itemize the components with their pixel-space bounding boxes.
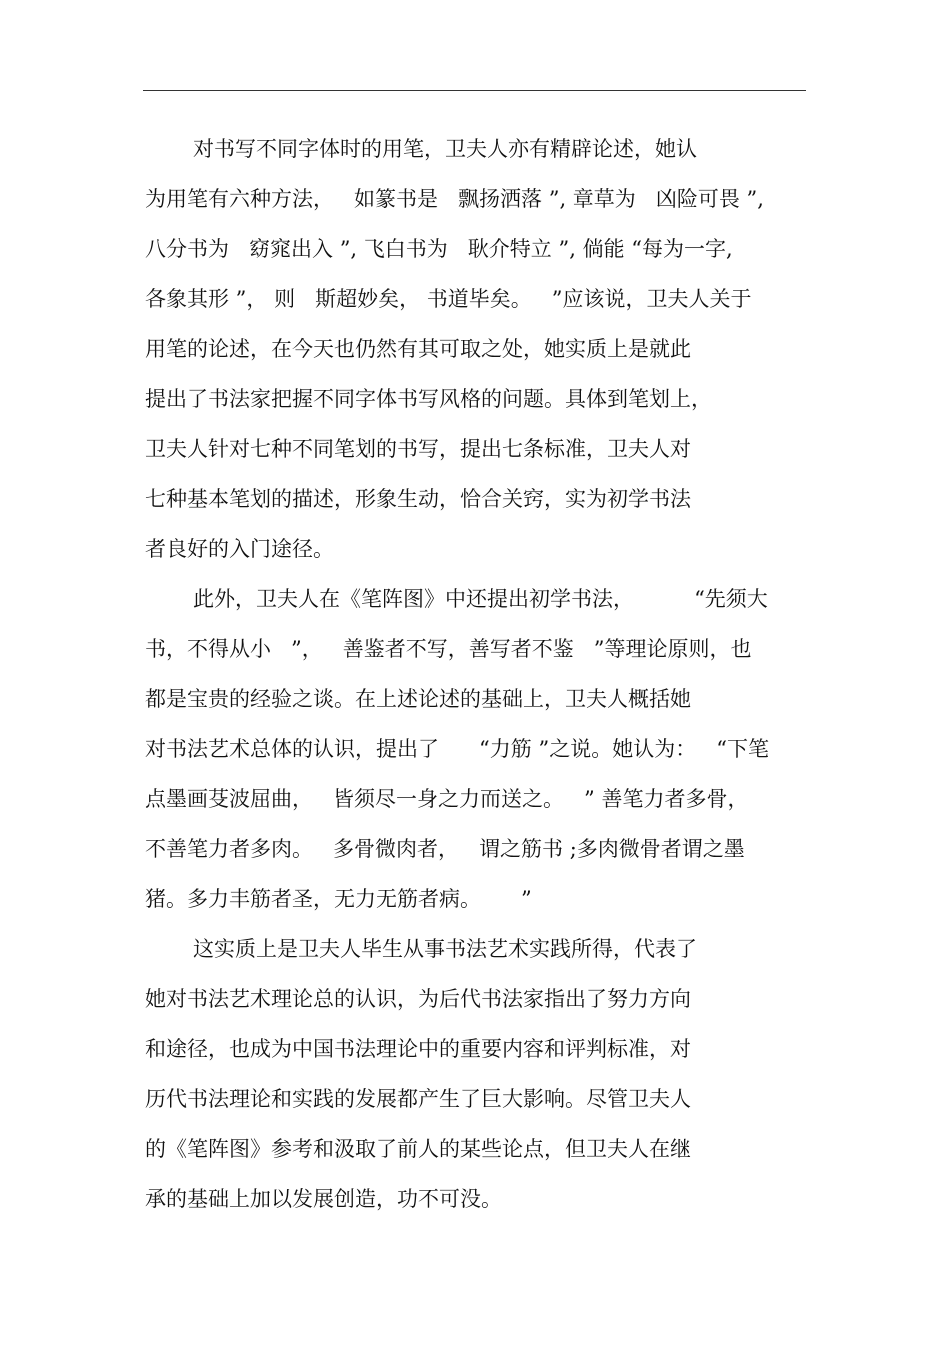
- paragraph-line: 七种基本笔划的描述，形象生动，恰合关窍，实为初学书法: [145, 487, 691, 511]
- paragraph-line: 不善笔力者多肉。 多骨微肉者， 谓之筋书 ;多肉微骨者谓之墨: [145, 837, 745, 861]
- paragraph-line: 都是宝贵的经验之谈。在上述论述的基础上，卫夫人概括她: [145, 687, 691, 711]
- paragraph-line: 书，不得从小 ”， 善鉴者不写，善写者不鉴 ”等理论原则，也: [145, 637, 752, 661]
- paragraph-line: 对书写不同字体时的用笔，卫夫人亦有精辟论述，她认: [193, 137, 697, 161]
- paragraph-line: 她对书法艺术理论总的认识，为后代书法家指出了努力方向: [145, 987, 691, 1011]
- paragraph-line: 对书法艺术总体的认识，提出了 “力筋 ”之说。她认为： “下笔: [145, 737, 769, 761]
- paragraph-line: 猪。多力丰筋者圣，无力无筋者病。 ”: [145, 887, 532, 911]
- paragraph-line: 用笔的论述，在今天也仍然有其可取之处，她实质上是就此: [145, 337, 691, 361]
- paragraph-line: 此外，卫夫人在《笔阵图》中还提出初学书法， “先须大: [193, 587, 768, 611]
- paragraph-line: 为用笔有六种方法， 如篆书是 飘扬洒落 ”, 章草为 凶险可畏 ”,: [145, 187, 764, 211]
- paragraph-line: 点墨画芟波屈曲， 皆须尽一身之力而送之。 ” 善笔力者多骨，: [145, 787, 749, 811]
- header-rule: [143, 90, 806, 91]
- paragraph-line: 者良好的入门途径。: [145, 537, 334, 561]
- paragraph-line: 这实质上是卫夫人毕生从事书法艺术实践所得，代表了: [193, 937, 697, 961]
- paragraph-line: 和途径，也成为中国书法理论中的重要内容和评判标准，对: [145, 1037, 691, 1061]
- paragraph-line: 的《笔阵图》参考和汲取了前人的某些论点，但卫夫人在继: [145, 1137, 691, 1161]
- paragraph-line: 历代书法理论和实践的发展都产生了巨大影响。尽管卫夫人: [145, 1087, 691, 1111]
- paragraph-line: 承的基础上加以发展创造，功不可没。: [145, 1187, 502, 1211]
- paragraph-line: 卫夫人针对七种不同笔划的书写，提出七条标准，卫夫人对: [145, 437, 691, 461]
- document-body: [145, 124, 825, 1224]
- paragraph-line: 各象其形 ”， 则 斯超妙矣， 书道毕矣。 ”应该说，卫夫人关于: [145, 287, 752, 311]
- paragraph-line: 提出了书法家把握不同字体书写风格的问题。具体到笔划上，: [145, 387, 712, 411]
- paragraph-line: 八分书为 窈窕出入 ”, 飞白书为 耿介特立 ”, 倘能 “每为一字,: [145, 237, 733, 261]
